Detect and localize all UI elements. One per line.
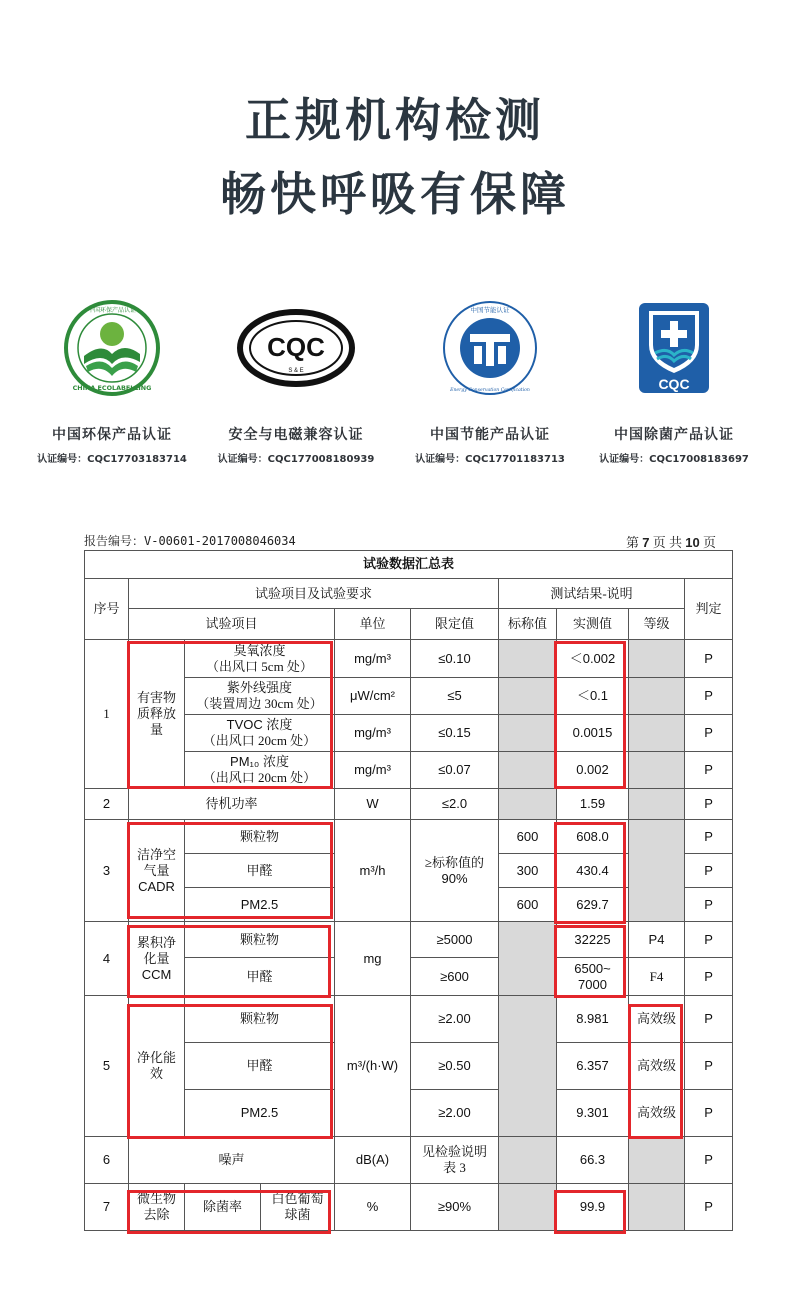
cert-code: 认证编号：CQC17703183714: [37, 454, 187, 465]
table-row: [85, 1184, 733, 1231]
row-judge: P: [685, 1043, 733, 1090]
row-item: 颗粒物: [185, 996, 335, 1043]
row-item: PM₁₀ 浓度 （出风口 20cm 处）: [185, 752, 335, 789]
row-judge: P: [685, 678, 733, 715]
row-limit: ≥2.00: [411, 996, 499, 1043]
header-nominal: 标称值: [499, 609, 557, 640]
svg-text:CQC: CQC: [658, 376, 690, 392]
row-nominal: [499, 789, 557, 820]
row-item: 颗粒物: [185, 922, 335, 958]
row-grade: [629, 1184, 685, 1231]
row-measured: 99.9: [557, 1184, 629, 1231]
row-unit: mg/m³: [335, 715, 411, 752]
report-number: 报告编号：V-00601-2017008046034: [84, 534, 296, 548]
row-measured: 430.4: [557, 854, 629, 888]
row-limit: ≥2.00: [411, 1090, 499, 1137]
row-judge: P: [685, 1184, 733, 1231]
row-nominal: [499, 1184, 557, 1231]
cert-sterilization: [574, 292, 774, 465]
row-grade: [629, 820, 685, 922]
row-unit: %: [335, 1184, 411, 1231]
table-title: 试验数据汇总表: [85, 551, 733, 579]
cert-name: 中国除菌产品认证: [614, 427, 734, 443]
row-limit: ≥标称值的 90%: [411, 820, 499, 922]
row-nominal: 300: [499, 854, 557, 888]
cert-energy: [390, 292, 590, 465]
row-judge: P: [685, 922, 733, 958]
row-seq: 5: [85, 996, 129, 1137]
row-group: 有害物质释放量: [129, 640, 185, 789]
row-judge: P: [685, 888, 733, 922]
china-ecolabel-logo: [12, 292, 212, 404]
row-seq: 1: [85, 640, 129, 789]
row-measured: 6500~ 7000: [557, 958, 629, 996]
row-limit: ≥0.50: [411, 1043, 499, 1090]
row-limit: ≤0.07: [411, 752, 499, 789]
row-nominal: [499, 752, 557, 789]
row-limit: ≤0.15: [411, 715, 499, 752]
cert-name: 中国节能产品认证: [430, 427, 550, 443]
row-grade: [629, 752, 685, 789]
row-item: 甲醛: [185, 1043, 335, 1090]
hero-heading: [0, 88, 790, 226]
row-grade: F4: [629, 958, 685, 996]
row-judge: P: [685, 854, 733, 888]
header-items: 试验项目及试验要求: [129, 579, 499, 609]
table-row: [85, 922, 733, 958]
row-limit: ≤5: [411, 678, 499, 715]
row-item: 待机功率: [129, 789, 335, 820]
svg-text:中国节能认证: 中国节能认证: [470, 306, 510, 314]
row-unit: dB(A): [335, 1137, 411, 1184]
row-item: 颗粒物: [185, 820, 335, 854]
table-row: [85, 1137, 733, 1184]
row-judge: P: [685, 715, 733, 752]
svg-text:中国环保产品认证: 中国环保产品认证: [87, 307, 137, 314]
row-grade: [629, 715, 685, 752]
row-measured: 0.0015: [557, 715, 629, 752]
header-unit: 单位: [335, 609, 411, 640]
row-unit: m³/h: [335, 820, 411, 922]
row-unit: mg/m³: [335, 640, 411, 678]
row-grade: [629, 678, 685, 715]
header-seq: 序号: [85, 579, 129, 640]
table-row: [85, 820, 733, 854]
row-judge: P: [685, 996, 733, 1043]
row-item: 臭氧浓度 （出风口 5cm 处）: [185, 640, 335, 678]
hero-title-line1: 正规机构检测: [245, 93, 545, 147]
row-judge: P: [685, 752, 733, 789]
row-seq: 2: [85, 789, 129, 820]
row-unit: W: [335, 789, 411, 820]
row-nominal: [499, 922, 557, 996]
row-grade: 高效级: [629, 996, 685, 1043]
row-measured: 608.0: [557, 820, 629, 854]
row-nominal: [499, 996, 557, 1137]
header-limit: 限定值: [411, 609, 499, 640]
row-grade: [629, 640, 685, 678]
row-item: 噪声: [129, 1137, 335, 1184]
row-item: 甲醛: [185, 854, 335, 888]
row-judge: P: [685, 1137, 733, 1184]
row-group: 微生物 去除: [129, 1184, 185, 1231]
cqc-se-logo: [196, 292, 396, 404]
row-unit: μW/cm²: [335, 678, 411, 715]
cert-name: 安全与电磁兼容认证: [228, 427, 364, 443]
row-grade: [629, 1137, 685, 1184]
energy-conservation-logo: [390, 292, 590, 404]
cert-safety-emc: [196, 292, 396, 465]
row-item: PM2.5: [185, 888, 335, 922]
header-judge: 判定: [685, 579, 733, 640]
row-grade: 高效级: [629, 1043, 685, 1090]
cert-eco: [12, 292, 212, 465]
row-measured: 66.3: [557, 1137, 629, 1184]
svg-text:Energy Conservation Certificat: Energy Conservation Certification: [450, 388, 530, 393]
row-judge: P: [685, 640, 733, 678]
row-item: 紫外线强度 （装置周边 30cm 处）: [185, 678, 335, 715]
row-limit: ≤0.10: [411, 640, 499, 678]
table-row: [85, 996, 733, 1043]
row-judge: P: [685, 789, 733, 820]
table-row: [85, 640, 733, 678]
cert-name: 中国环保产品认证: [52, 427, 172, 443]
hero-title-line2: 畅快呼吸有保障: [220, 167, 570, 221]
row-nominal: 600: [499, 820, 557, 854]
cqc-sterilization-logo: [574, 292, 774, 404]
row-measured: 8.981: [557, 996, 629, 1043]
row-unit: mg: [335, 922, 411, 996]
test-data-table: [84, 550, 733, 1231]
row-limit: 见检验说明 表 3: [411, 1137, 499, 1184]
row-nominal: [499, 1137, 557, 1184]
row-limit: ≥90%: [411, 1184, 499, 1231]
row-judge: P: [685, 1090, 733, 1137]
row-grade: 高效级: [629, 1090, 685, 1137]
row-judge: P: [685, 820, 733, 854]
row-measured: 32225: [557, 922, 629, 958]
row-unit: mg/m³: [335, 752, 411, 789]
row-measured: 9.301: [557, 1090, 629, 1137]
svg-text:CHINA ECOLABELLING: CHINA ECOLABELLING: [72, 384, 152, 392]
row-measured: ＜0.002: [557, 640, 629, 678]
row-nominal: [499, 715, 557, 752]
row-item: TVOC 浓度 （出风口 20cm 处）: [185, 715, 335, 752]
svg-text:CQC: CQC: [267, 332, 325, 362]
page-indicator: 第 7 页 共 10 页: [626, 535, 716, 550]
row-judge: P: [685, 958, 733, 996]
header-results: 测试结果-说明: [499, 579, 685, 609]
row-item: PM2.5: [185, 1090, 335, 1137]
row-nominal: [499, 640, 557, 678]
row-seq: 6: [85, 1137, 129, 1184]
cert-code: 认证编号：CQC17008183697: [599, 454, 749, 465]
header-measured: 实测值: [557, 609, 629, 640]
row-measured: 6.357: [557, 1043, 629, 1090]
header-grade: 等级: [629, 609, 685, 640]
row-limit: ≥600: [411, 958, 499, 996]
row-measured: ＜0.1: [557, 678, 629, 715]
row-group: 累积净 化量 CCM: [129, 922, 185, 996]
row-grade: [629, 789, 685, 820]
header-item: 试验项目: [129, 609, 335, 640]
row-seq: 7: [85, 1184, 129, 1231]
certification-list: [0, 292, 790, 472]
cert-code: 认证编号：CQC17701183713: [415, 454, 565, 465]
row-seq: 3: [85, 820, 129, 922]
row-measured: 1.59: [557, 789, 629, 820]
svg-text:S & E: S & E: [288, 368, 304, 374]
row-limit: ≤2.0: [411, 789, 499, 820]
row-bacteria: 白色葡萄 球菌: [261, 1184, 335, 1231]
row-seq: 4: [85, 922, 129, 996]
row-grade: P4: [629, 922, 685, 958]
row-item: 除菌率: [185, 1184, 261, 1231]
row-group: 洁净空 气量 CADR: [129, 820, 185, 922]
row-unit: m³/(h·W): [335, 996, 411, 1137]
row-group: 净化能 效: [129, 996, 185, 1137]
row-limit: ≥5000: [411, 922, 499, 958]
row-nominal: 600: [499, 888, 557, 922]
row-item: 甲醛: [185, 958, 335, 996]
row-measured: 0.002: [557, 752, 629, 789]
table-row: [85, 789, 733, 820]
row-nominal: [499, 678, 557, 715]
row-measured: 629.7: [557, 888, 629, 922]
cert-code: 认证编号：CQC17700818093​9: [217, 454, 375, 465]
